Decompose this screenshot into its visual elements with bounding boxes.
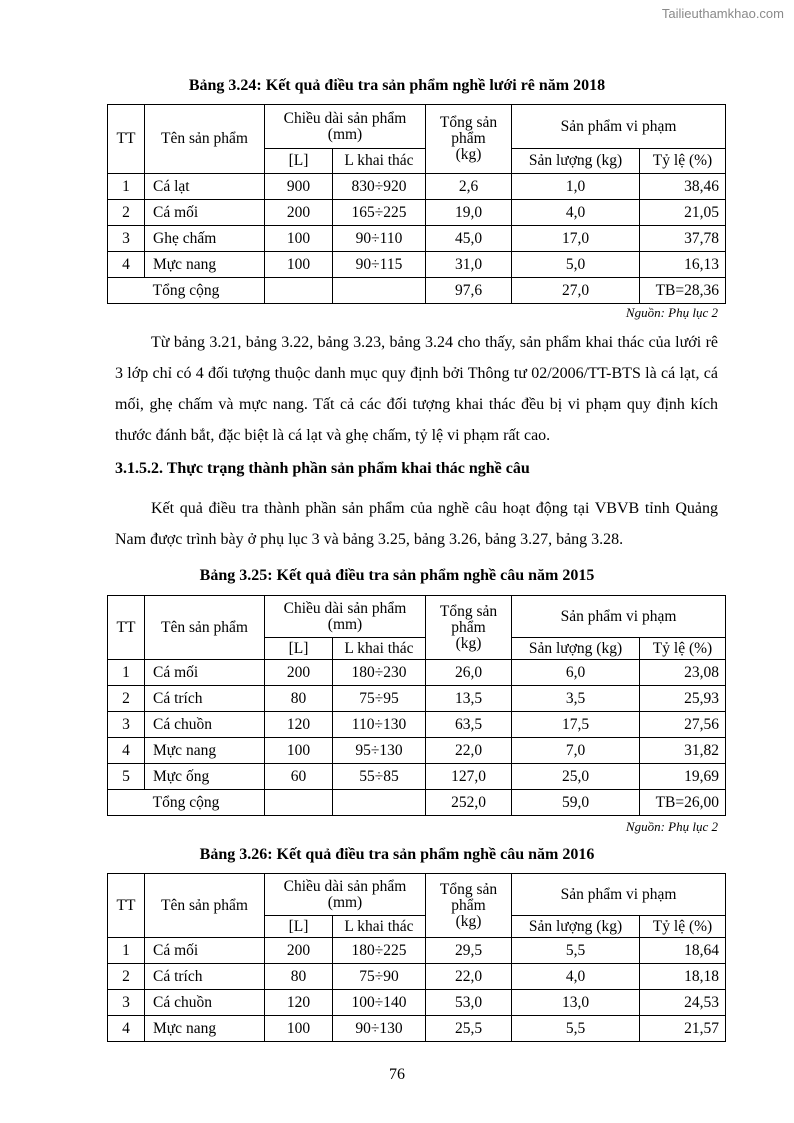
cell-total: 19,0	[426, 200, 512, 226]
total-rate: TB=26,00	[640, 790, 726, 816]
cell-yield: 3,5	[512, 686, 640, 712]
header-lkt: L khai thác	[333, 638, 426, 660]
cell-name: Mực nang	[145, 738, 265, 764]
cell-rate: 38,46	[640, 174, 726, 200]
cell-rate: 21,05	[640, 200, 726, 226]
header-length-line1: Chiều dài sản phẩm	[283, 599, 407, 617]
table-row	[108, 252, 726, 278]
cell-name: Cá lạt	[145, 174, 265, 200]
header-length-line2: (mm)	[327, 893, 363, 911]
total-yield: 27,0	[512, 278, 640, 304]
total-empty-lkt	[333, 278, 426, 304]
header-rate: Tỷ lệ (%)	[640, 638, 726, 660]
cell-tt: 2	[108, 686, 145, 712]
cell-yield: 7,0	[512, 738, 640, 764]
header-rate: Tỷ lệ (%)	[640, 149, 726, 174]
table-row	[108, 964, 726, 990]
table-324-source: Nguồn: Phụ lục 2	[625, 305, 718, 320]
cell-lkt: 830÷920	[333, 174, 426, 200]
header-total-line2: phẩm	[451, 618, 486, 636]
header-yield: Sản lượng (kg)	[512, 916, 640, 938]
header-total-line2: phẩm	[451, 896, 486, 914]
cell-total: 45,0	[426, 226, 512, 252]
header-yield: Sản lượng (kg)	[512, 638, 640, 660]
cell-L: 80	[265, 964, 333, 990]
header-length	[265, 596, 426, 638]
cell-total: 31,0	[426, 252, 512, 278]
cell-yield: 17,0	[512, 226, 640, 252]
cell-lkt: 165÷225	[333, 200, 426, 226]
total-empty-lkt	[333, 790, 426, 816]
header-lkt: L khai thác	[333, 916, 426, 938]
cell-tt: 3	[108, 712, 145, 738]
cell-tt: 4	[108, 738, 145, 764]
table-row	[108, 990, 726, 1016]
cell-total: 53,0	[426, 990, 512, 1016]
cell-total: 13,5	[426, 686, 512, 712]
total-rate: TB=28,36	[640, 278, 726, 304]
cell-tt: 4	[108, 252, 145, 278]
header-length-line1: Chiều dài sản phẩm	[283, 877, 407, 895]
cell-rate: 24,53	[640, 990, 726, 1016]
table-row	[108, 660, 726, 686]
cell-L: 80	[265, 686, 333, 712]
cell-rate: 25,93	[640, 686, 726, 712]
cell-name: Cá trích	[145, 686, 265, 712]
cell-total: 63,5	[426, 712, 512, 738]
watermark: Tailieuthamkhao.com	[661, 6, 784, 21]
total-total: 252,0	[426, 790, 512, 816]
header-violation: Sản phẩm vi phạm	[512, 596, 726, 638]
header-tt: TT	[108, 596, 145, 660]
cell-L: 200	[265, 200, 333, 226]
header-L: [L]	[265, 638, 333, 660]
cell-tt: 3	[108, 990, 145, 1016]
cell-total: 29,5	[426, 938, 512, 964]
header-length-line2: (mm)	[327, 125, 363, 143]
table-row	[108, 200, 726, 226]
cell-rate: 27,56	[640, 712, 726, 738]
header-total-line1: Tổng sản	[439, 602, 498, 620]
cell-rate: 18,64	[640, 938, 726, 964]
total-label: Tổng cộng	[108, 790, 265, 816]
total-empty-L	[265, 278, 333, 304]
cell-L: 100	[265, 738, 333, 764]
cell-total: 2,6	[426, 174, 512, 200]
cell-rate: 21,57	[640, 1016, 726, 1042]
cell-lkt: 55÷85	[333, 764, 426, 790]
cell-L: 120	[265, 712, 333, 738]
header-violation: Sản phẩm vi phạm	[512, 105, 726, 149]
header-total-line3: (kg)	[455, 634, 482, 652]
cell-yield: 4,0	[512, 964, 640, 990]
total-empty-L	[265, 790, 333, 816]
cell-yield: 13,0	[512, 990, 640, 1016]
cell-name: Cá mối	[145, 200, 265, 226]
table-325	[107, 595, 726, 816]
cell-yield: 17,5	[512, 712, 640, 738]
cell-yield: 5,0	[512, 252, 640, 278]
table-324	[107, 104, 726, 304]
cell-rate: 23,08	[640, 660, 726, 686]
cell-tt: 5	[108, 764, 145, 790]
cell-lkt: 90÷110	[333, 226, 426, 252]
cell-L: 200	[265, 938, 333, 964]
cell-lkt: 75÷90	[333, 964, 426, 990]
table-row	[108, 226, 726, 252]
cell-tt: 1	[108, 174, 145, 200]
cell-L: 120	[265, 990, 333, 1016]
cell-yield: 4,0	[512, 200, 640, 226]
header-tt: TT	[108, 874, 145, 938]
table-325-source: Nguồn: Phụ lục 2	[625, 819, 718, 834]
header-tt: TT	[108, 105, 145, 174]
cell-yield: 6,0	[512, 660, 640, 686]
cell-L: 900	[265, 174, 333, 200]
header-length	[265, 874, 426, 916]
header-total-line1: Tổng sản	[439, 880, 498, 898]
table-326	[107, 873, 726, 1042]
header-length	[265, 105, 426, 149]
header-name: Tên sản phẩm	[145, 596, 265, 660]
cell-name: Cá chuồn	[145, 712, 265, 738]
cell-name: Cá chuồn	[145, 990, 265, 1016]
cell-lkt: 95÷130	[333, 738, 426, 764]
cell-lkt: 90÷115	[333, 252, 426, 278]
cell-rate: 37,78	[640, 226, 726, 252]
cell-L: 100	[265, 252, 333, 278]
table-324-caption: Bảng 3.24: Kết quả điều tra sản phẩm nghề lưới rê năm 2018	[188, 77, 606, 94]
header-total-line2: phẩm	[451, 130, 486, 147]
cell-yield: 5,5	[512, 1016, 640, 1042]
cell-name: Cá trích	[145, 964, 265, 990]
cell-L: 100	[265, 1016, 333, 1042]
total-yield: 59,0	[512, 790, 640, 816]
cell-total: 22,0	[426, 964, 512, 990]
table-row-total	[108, 790, 726, 816]
cell-L: 200	[265, 660, 333, 686]
header-name: Tên sản phẩm	[145, 874, 265, 938]
header-lkt: L khai thác	[333, 149, 426, 174]
header-total-line1: Tổng sản	[439, 114, 498, 131]
cell-total: 22,0	[426, 738, 512, 764]
page-number: 76	[389, 1066, 405, 1083]
cell-L: 100	[265, 226, 333, 252]
cell-total: 127,0	[426, 764, 512, 790]
cell-yield: 5,5	[512, 938, 640, 964]
header-total	[426, 874, 512, 938]
total-total: 97,6	[426, 278, 512, 304]
header-total	[426, 105, 512, 174]
header-violation: Sản phẩm vi phạm	[512, 874, 726, 916]
cell-name: Mực nang	[145, 252, 265, 278]
cell-L: 60	[265, 764, 333, 790]
cell-yield: 1,0	[512, 174, 640, 200]
cell-tt: 3	[108, 226, 145, 252]
cell-rate: 31,82	[640, 738, 726, 764]
table-326-caption: Bảng 3.26: Kết quả điều tra sản phẩm nghề câu năm 2016	[199, 846, 595, 863]
table-row	[108, 686, 726, 712]
cell-lkt: 180÷225	[333, 938, 426, 964]
cell-lkt: 100÷140	[333, 990, 426, 1016]
cell-rate: 19,69	[640, 764, 726, 790]
cell-total: 26,0	[426, 660, 512, 686]
cell-lkt: 110÷130	[333, 712, 426, 738]
table-row	[108, 764, 726, 790]
cell-lkt: 90÷130	[333, 1016, 426, 1042]
table-row-total	[108, 278, 726, 304]
cell-name: Mực ống	[145, 764, 265, 790]
cell-total: 25,5	[426, 1016, 512, 1042]
header-total-line3: (kg)	[455, 146, 482, 163]
header-name: Tên sản phẩm	[145, 105, 265, 174]
paragraph-1: Từ bảng 3.21, bảng 3.22, bảng 3.23, bảng 3.24 cho thấy, sản phẩm khai thác của lưới rê 3 lớp chỉ có 4 đối tượng thuộc danh mục quy định bởi Thông tư 02/2006/TT-BTS là cá lạt, cá mối, ghẹ chấm và mực nang. Tất cả các đối tượng khai thác đều bị vi phạm quy định kích thước đánh bắt, đặc biệt là cá lạt và ghẹ chấm, tỷ lệ vi phạm rất cao.	[115, 334, 718, 444]
cell-lkt: 75÷95	[333, 686, 426, 712]
table-row	[108, 712, 726, 738]
cell-yield: 25,0	[512, 764, 640, 790]
cell-tt: 1	[108, 938, 145, 964]
cell-tt: 1	[108, 660, 145, 686]
header-total	[426, 596, 512, 660]
cell-lkt: 180÷230	[333, 660, 426, 686]
table-row	[108, 938, 726, 964]
cell-name: Mực nang	[145, 1016, 265, 1042]
paragraph-2: Kết quả điều tra thành phần sản phẩm của nghề câu hoạt động tại VBVB tỉnh Quảng Nam được trình bày ở phụ lục 3 và bảng 3.25, bảng 3.26, bảng 3.27, bảng 3.28.	[115, 500, 718, 548]
header-yield: Sản lượng (kg)	[512, 149, 640, 174]
cell-rate: 18,18	[640, 964, 726, 990]
header-length-line2: (mm)	[327, 615, 363, 633]
cell-tt: 4	[108, 1016, 145, 1042]
cell-name: Cá mối	[145, 938, 265, 964]
header-length-line1: Chiều dài sản phẩm	[283, 109, 407, 127]
header-L: [L]	[265, 916, 333, 938]
cell-tt: 2	[108, 964, 145, 990]
table-325-caption: Bảng 3.25: Kết quả điều tra sản phẩm nghề câu năm 2015	[199, 567, 595, 584]
total-label: Tổng cộng	[108, 278, 265, 304]
table-row	[108, 1016, 726, 1042]
table-row	[108, 174, 726, 200]
header-L: [L]	[265, 149, 333, 174]
cell-name: Ghẹ chấm	[145, 226, 265, 252]
table-row	[108, 738, 726, 764]
cell-rate: 16,13	[640, 252, 726, 278]
cell-tt: 2	[108, 200, 145, 226]
header-total-line3: (kg)	[455, 912, 482, 930]
header-rate: Tỷ lệ (%)	[640, 916, 726, 938]
section-heading: 3.1.5.2. Thực trạng thành phần sản phẩm khai thác nghề câu	[115, 460, 530, 477]
cell-name: Cá mối	[145, 660, 265, 686]
